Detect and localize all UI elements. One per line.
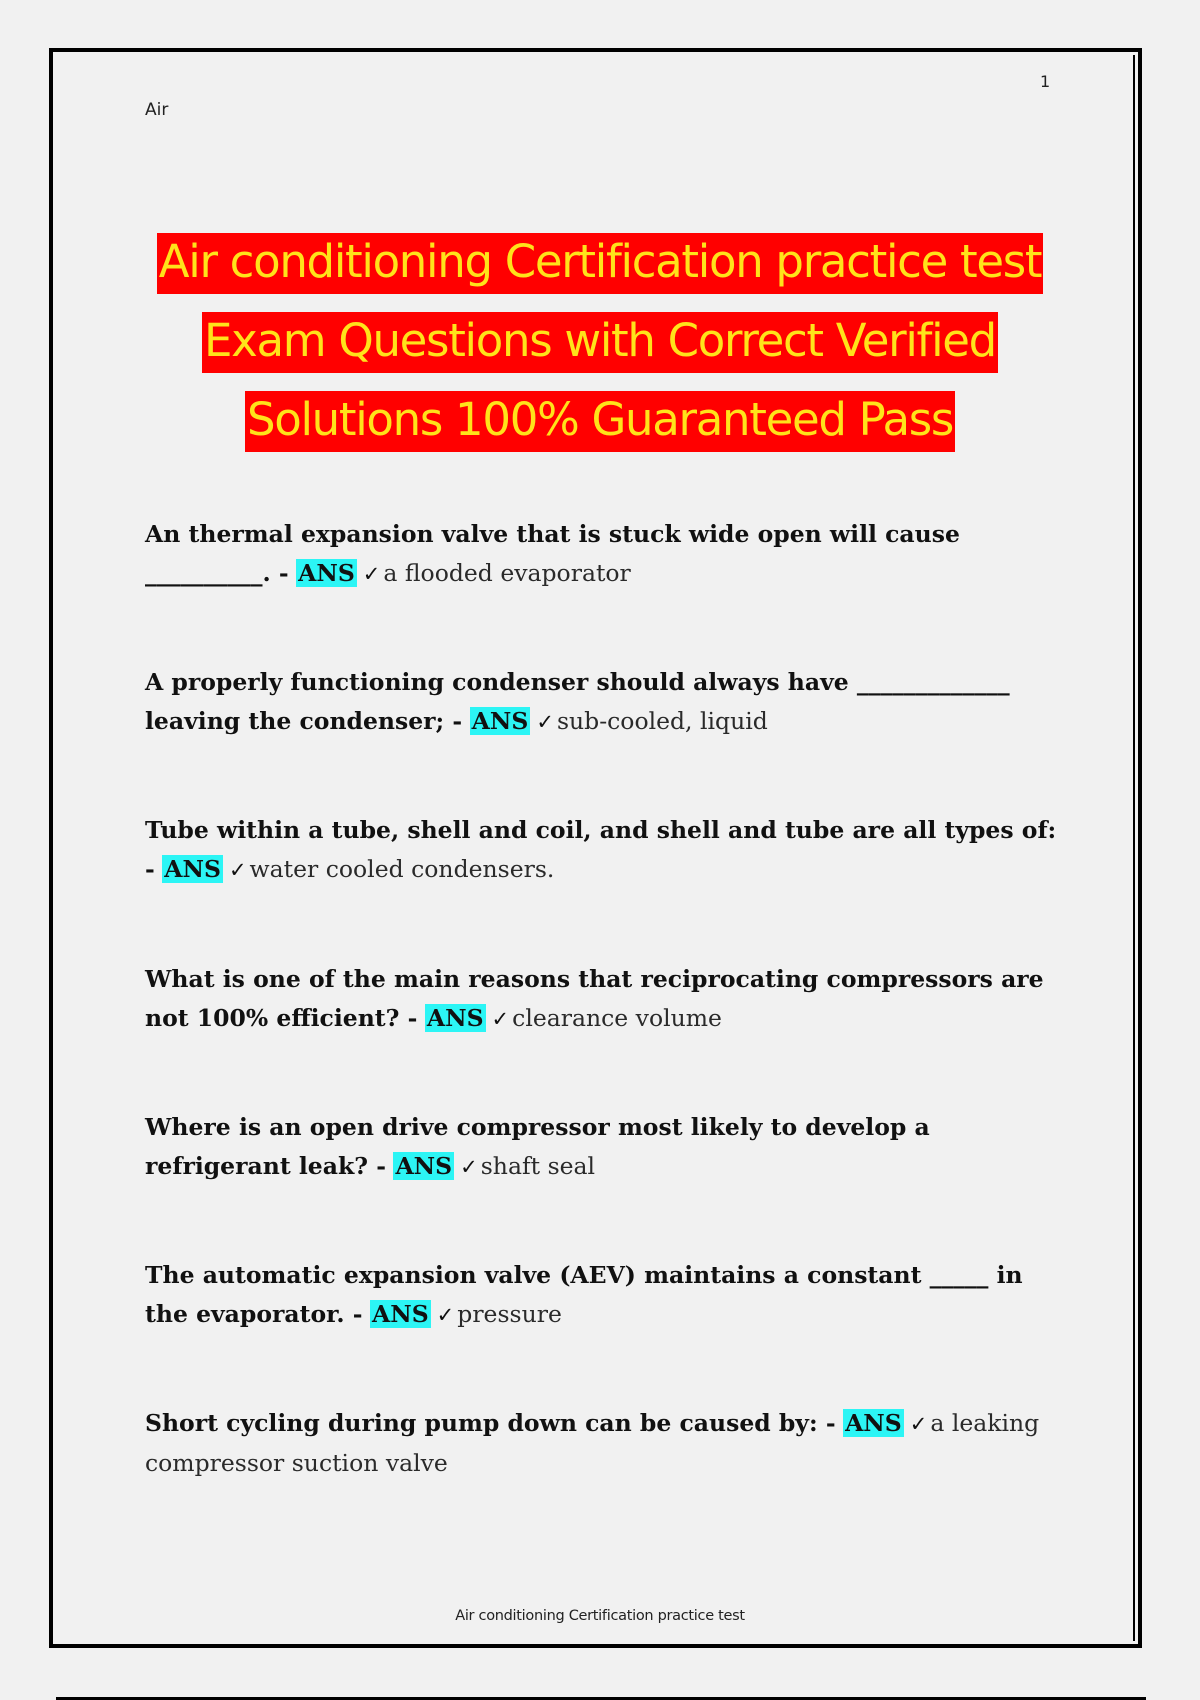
title-line-1: Air conditioning Certification practice test <box>157 233 1043 294</box>
answer-text: a flooded evaporator <box>383 559 631 587</box>
page-number: 1 <box>1040 72 1051 91</box>
document-title <box>120 222 1080 459</box>
qa-item <box>145 515 1065 594</box>
question-text: Short cycling during pump down can be caused by: - <box>145 1409 836 1437</box>
ans-label: ANS <box>371 1300 429 1328</box>
question-text: A properly functioning condenser should always have _____________ leaving the condenser; - <box>145 668 1010 735</box>
checkmark-icon: ✓ <box>536 710 554 734</box>
qa-item <box>145 1256 1065 1335</box>
ans-label: ANS <box>164 855 221 883</box>
checkmark-icon: ✓ <box>228 858 247 882</box>
ans-label: ANS <box>395 1152 453 1180</box>
ans-label: ANS <box>845 1409 902 1437</box>
ans-label: ANS <box>426 1004 484 1032</box>
ans-label: ANS <box>471 707 529 735</box>
checkmark-icon: ✓ <box>362 562 381 586</box>
question-text: An thermal expansion valve that is stuck wide open will cause __________. - <box>145 520 960 587</box>
ans-label: ANS <box>298 559 355 587</box>
answer-text: sub-cooled, liquid <box>556 707 768 735</box>
qa-item <box>145 663 1065 742</box>
question-text: The automatic expansion valve (AEV) maintains a constant _____ in the evaporator. - <box>145 1261 1023 1328</box>
question-text: Where is an open drive compressor most likely to develop a refrigerant leak? - <box>145 1113 930 1180</box>
page-header: Air <box>145 100 169 120</box>
question-answer-list <box>145 515 1065 1552</box>
qa-item <box>145 811 1065 890</box>
answer-text: a leaking compressor suction valve <box>145 1409 1040 1477</box>
question-text: Tube within a tube, shell and coil, and shell and tube are all types of: - <box>145 816 1057 883</box>
title-line-2: Exam Questions with Correct Verified <box>202 312 998 373</box>
qa-item <box>145 1404 1065 1483</box>
checkmark-icon: ✓ <box>491 1007 510 1031</box>
checkmark-icon: ✓ <box>460 1155 478 1179</box>
checkmark-icon: ✓ <box>436 1303 455 1327</box>
answer-text: pressure <box>457 1300 562 1328</box>
question-text: What is one of the main reasons that reciprocating compressors are not 100% efficient? - <box>145 965 1044 1032</box>
qa-item <box>145 960 1065 1039</box>
answer-text: shaft seal <box>480 1152 596 1180</box>
page-border-inner-line <box>1133 55 1135 1641</box>
answer-text: water cooled condensers. <box>249 855 555 883</box>
checkmark-icon: ✓ <box>909 1412 928 1436</box>
title-line-3: Solutions 100% Guaranteed Pass <box>245 391 955 452</box>
page-footer: Air conditioning Certification practice test <box>455 1608 745 1624</box>
qa-item <box>145 1108 1065 1187</box>
answer-text: clearance volume <box>512 1004 722 1032</box>
